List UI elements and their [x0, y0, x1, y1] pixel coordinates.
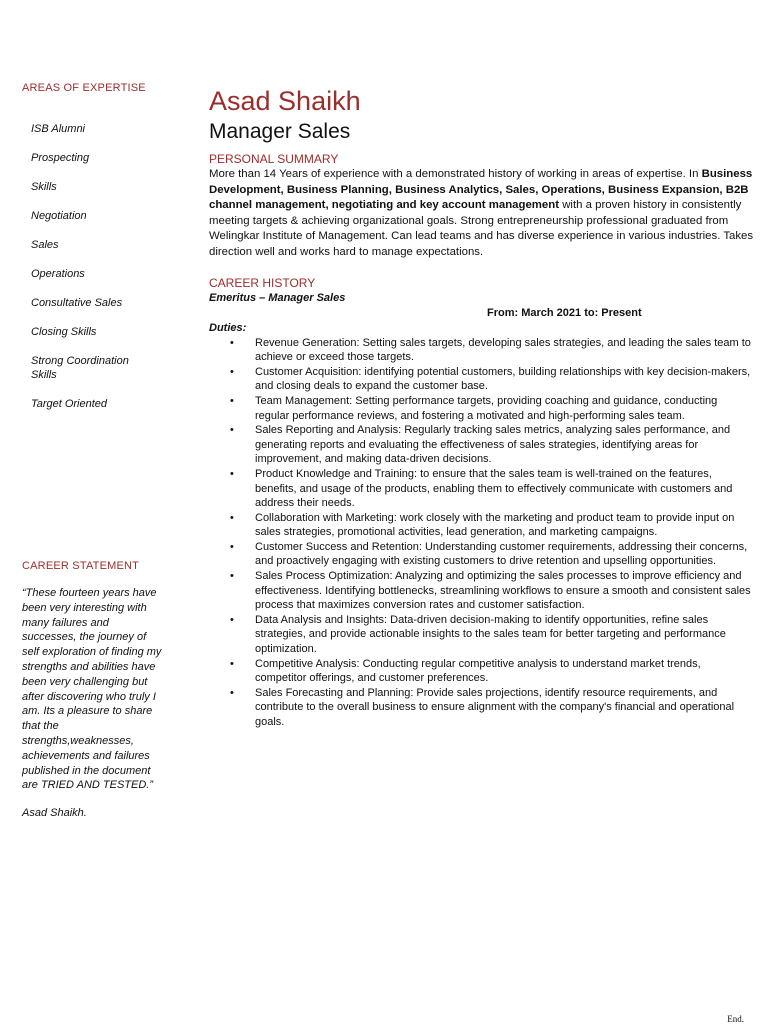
personal-summary-heading: PERSONAL SUMMARY: [209, 152, 339, 166]
end-marker: End.: [727, 1014, 744, 1024]
summary-text-end: with a proven history in consistently meeting targets & achieving organizational goals. Strong entrepreneurship professional graduated from Welingkar Institute of Management. Can lead teams and has diverse experience in various industries. Takes direction well and works hard to manage expectations.: [209, 199, 754, 258]
bullet-icon: •: [230, 657, 234, 670]
duty-text: Product Knowledge and Training: to ensure that the sales team is well-trained on the features, benefits, and usage of the products, enabling them to effectively communicate with customers and address their needs.: [255, 467, 733, 510]
bullet-icon: •: [230, 686, 234, 699]
duty-text: Sales Forecasting and Planning: Provide sales projections, identify resource requirements, and contribute to the overall business to ensure alignment with the company's financial and operational goals.: [255, 686, 735, 728]
bullet-icon: •: [230, 570, 234, 583]
duty-item: [209, 394, 754, 423]
job-role: Emeritus – Manager Sales: [209, 291, 346, 304]
career-statement-block: [22, 560, 162, 819]
duty-item: [209, 540, 754, 569]
skill-item: Target Oriented: [31, 398, 108, 410]
duty-text: Revenue Generation: Setting sales targets, developing sales strategies, and leading the sales team to achieve or exceed those targets.: [255, 336, 751, 364]
skill-item: Consultative Sales: [31, 297, 123, 309]
bullet-icon: •: [230, 336, 234, 349]
career-statement-heading: CAREER STATEMENT: [22, 560, 140, 572]
expertise-heading: AREAS OF EXPERTISE: [22, 82, 146, 94]
summary-text-start: More than 14 Years of experience with a demonstrated history of working in areas of expertise. In: [209, 168, 702, 180]
duty-text: Data Analysis and Insights: Data-driven decision-making to identify opportunities, refine sales strategies, and provide actionable insights to the sales team for better targeting and performance optimization.: [255, 613, 726, 656]
bullet-icon: •: [230, 424, 234, 437]
duty-item: [209, 511, 754, 540]
skill-item: Operations: [31, 268, 85, 280]
job-title: Manager Sales: [209, 120, 351, 143]
bullet-icon: •: [230, 540, 234, 553]
duty-item: [209, 569, 754, 613]
summary-bold-skills: Business Development, Business Planning, Business Analytics, Sales, Operations, Business Expansion, B2B channel management, negotiating and key account management: [209, 168, 753, 212]
duty-item: [209, 613, 754, 657]
sidebar: [22, 82, 162, 94]
career-statement-text: “These fourteen years have been very interesting with many failures and successes, the journey of self exploration of finding my strengths and abilities have been very challenging but after discovering who truly I am. Its a pleasure to share that the strengths,weaknesses, achievements and failures published in the document are TRIED AND TESTED.”: [22, 587, 162, 792]
duty-item: [209, 657, 754, 686]
duties-list: [209, 336, 754, 730]
duty-text: Customer Acquisition: identifying potential customers, building relationships with key decision-makers, and closing deals to expand the customer base.: [255, 365, 751, 393]
duty-item: [209, 365, 754, 394]
skill-item: Skills: [31, 181, 57, 193]
skill-item: Prospecting: [31, 152, 90, 164]
duty-text: Customer Success and Retention: Understanding customer requirements, addressing their concerns, and proactively engaging with existing customers to drive retention and upselling opportunities.: [255, 540, 748, 568]
duty-text: Competitive Analysis: Conducting regular competitive analysis to understand market trends, competitor offerings, and customer preferences.: [255, 657, 701, 685]
skill-item: Sales: [31, 239, 59, 251]
bullet-icon: •: [230, 613, 234, 626]
duty-item: [209, 467, 754, 511]
candidate-name: Asad Shaikh: [209, 86, 361, 116]
career-history-section: [209, 276, 754, 730]
bullet-icon: •: [230, 365, 234, 378]
skills-list: [31, 122, 161, 426]
bullet-icon: •: [230, 394, 234, 407]
bullet-icon: •: [230, 511, 234, 524]
skill-item: Closing Skills: [31, 326, 97, 338]
duty-item: [209, 423, 754, 467]
duty-text: Sales Process Optimization: Analyzing and optimizing the sales processes to improve efficiency and effectiveness. Identifying bottlenecks, streamlining workflows to ensure a smooth and consistent sales process that maximizes conversion rates and customer satisfaction.: [255, 570, 751, 612]
duty-text: Sales Reporting and Analysis: Regularly tracking sales metrics, analyzing sales performance, and generating reports and evaluating the effectiveness of sales strategies, identifying areas for improvement, and making data-driven decisions.: [255, 424, 731, 466]
skill-item: ISB Alumni: [31, 123, 86, 135]
skill-item: Negotiation: [31, 210, 87, 222]
job-period: From: March 2021 to: Present: [487, 306, 642, 319]
main-content: [209, 84, 754, 730]
signature: Asad Shaikh.: [22, 807, 87, 820]
duties-label: Duties:: [209, 321, 247, 334]
duty-text: Collaboration with Marketing: work closely with the marketing and product team to provide input on sales strategies, promotional activities, lead generation, and marketing campaigns.: [255, 511, 735, 539]
duty-item: [209, 686, 754, 730]
skill-item: Strong Coordination Skills: [31, 355, 129, 381]
duty-text: Team Management: Setting performance targets, providing coaching and guidance, conducting regular performance reviews, and fostering a motivated and high-performing sales team.: [255, 394, 718, 422]
career-history-heading: CAREER HISTORY: [209, 275, 316, 290]
duty-item: [209, 336, 754, 365]
personal-summary-text: [209, 167, 754, 261]
bullet-icon: •: [230, 467, 234, 480]
